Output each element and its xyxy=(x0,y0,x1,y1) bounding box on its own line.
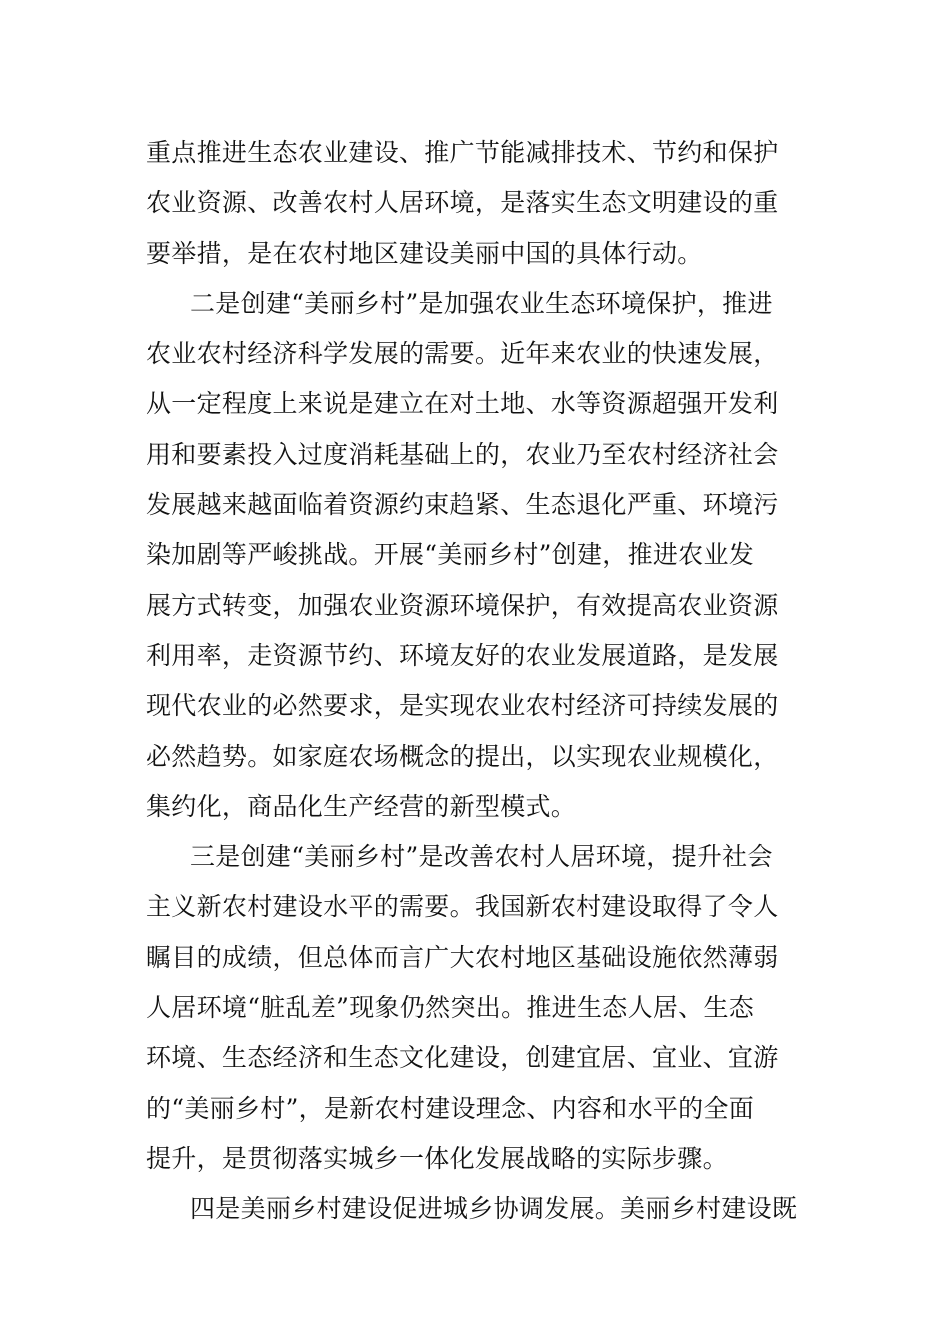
text-line: 利用率，走资源节约、环境友好的农业发展道路，是发展 xyxy=(146,640,779,670)
text-line: 发展越来越面临着资源约束趋紧、生态退化严重、环境污 xyxy=(146,490,779,520)
text-line: 提升，是贯彻落实城乡一体化发展战略的实际步骤。 xyxy=(146,1143,728,1173)
paragraph-3-first-line: 三是创建“美丽乡村”是改善农村人居环境，提升社会 xyxy=(190,842,773,872)
text-line: 农业资源、改善农村人居环境，是落实生态文明建设的重 xyxy=(146,188,779,218)
text-line: 的“美丽乡村”，是新农村建设理念、内容和水平的全面 xyxy=(146,1093,755,1123)
document-body xyxy=(146,128,806,1235)
text-line: 环境、生态经济和生态文化建设，创建宜居、宜业、宜游 xyxy=(146,1043,779,1073)
text-line: 染加剧等严峻挑战。开展“美丽乡村”创建，推进农业发 xyxy=(146,540,755,570)
text-line: 要举措，是在农村地区建设美丽中国的具体行动。 xyxy=(146,238,703,268)
text-line: 人居环境“脏乱差”现象仍然突出。推进生态人居、生态 xyxy=(146,993,755,1023)
text-line: 主义新农村建设水平的需要。我国新农村建设取得了令人 xyxy=(146,892,779,922)
text-line: 展方式转变，加强农业资源环境保护，有效提高农业资源 xyxy=(146,590,779,620)
text-line: 从一定程度上来说是建立在对土地、水等资源超强开发利 xyxy=(146,389,779,419)
paragraph-4-first-line: 四是美丽乡村建设促进城乡协调发展。美丽乡村建设既 xyxy=(190,1194,798,1224)
text-line: 用和要素投入过度消耗基础上的，农业乃至农村经济社会 xyxy=(146,439,779,469)
text-line: 重点推进生态农业建设、推广节能减排技术、节约和保护 xyxy=(146,138,779,167)
text-line: 农业农村经济科学发展的需要。近年来农业的快速发展， xyxy=(146,339,779,369)
text-line: 瞩目的成绩，但总体而言广大农村地区基础设施依然薄弱 xyxy=(146,942,779,972)
text-line: 现代农业的必然要求，是实现农业农村经济可持续发展的 xyxy=(146,691,779,721)
paragraph-2-first-line: 二是创建“美丽乡村”是加强农业生态环境保护，推进 xyxy=(190,288,773,318)
text-line: 必然趋势。如家庭农场概念的提出，以实现农业规模化， xyxy=(146,741,779,771)
text-line: 集约化，商品化生产经营的新型模式。 xyxy=(146,791,577,821)
